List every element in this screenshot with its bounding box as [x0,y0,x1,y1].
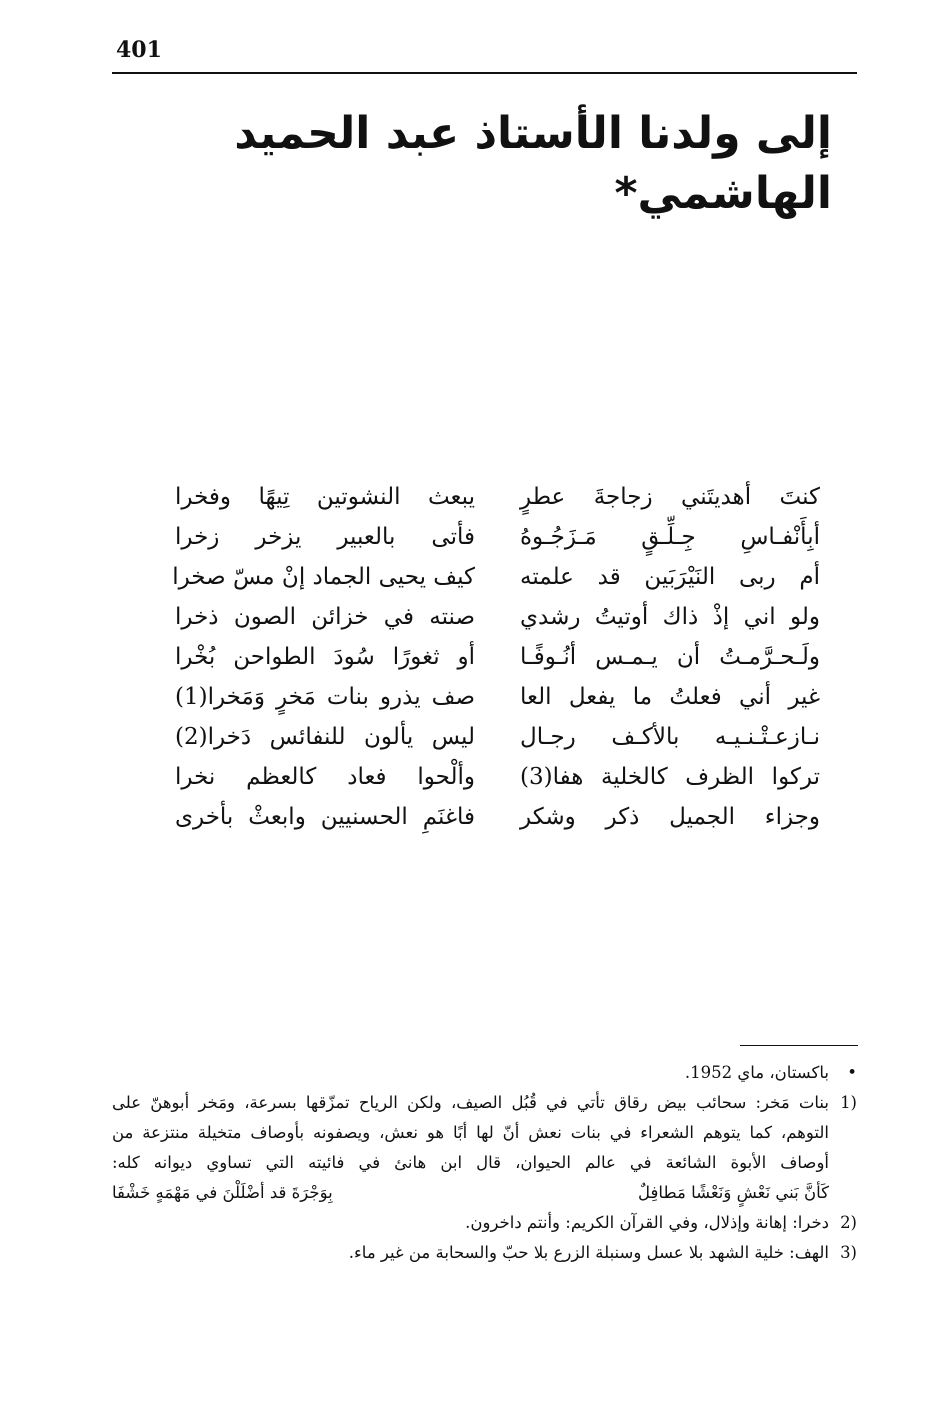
footnote-verse-first: كَأنَّ بَني نَعْشٍ وَنَعْشًا مَطافِلٌ [638,1183,829,1202]
poem-verse [150,518,820,556]
footnote-1 [112,1088,857,1208]
verse-first-hemistich: تركوا الظرف كالخلية هفا(3) [520,764,820,790]
poem-verse [150,678,820,716]
poem-verse [150,558,820,596]
verse-second-hemistich: أو ثغورًا سُودَ الطواحن بُخْرا [175,644,475,670]
verse-second-hemistich: وألْحوا فعاد كالعظم نخرا [175,764,475,790]
poem-verse [150,638,820,676]
verse-first-hemistich: أم ربى النَيْرَبَين قد علمته [520,564,820,590]
verse-first-hemistich: غير أني فعلتُ ما يفعل العا [520,684,820,710]
footnote-marker: • [847,1063,857,1082]
footnote-3 [112,1238,857,1268]
footnote-text-line: بنات مَخر: سحائب بيض رقاق تأتي في قُبُل الصيف، ولكن الرياح تمزّقها بسرعة، ومَخر أبوهنّ على [112,1093,829,1112]
footnote-star [112,1058,857,1088]
page-number: 401 [116,37,162,63]
verse-first-hemistich: وجزاء الجميل ذكر وشكر [520,804,820,830]
footnote-text-line: التوهم، كما يتوهم الشعراء في بنات نعش أنّ لها أبًا هو نعش، ويصفونه بأوصاف متخيلة منتزعة من [112,1123,829,1142]
footnote-text: باكستان، ماي 1952. [684,1063,829,1082]
footnote-2 [112,1208,857,1238]
footnotes [112,1058,857,1268]
verse-second-hemistich: كيف يحيى الجماد إنْ مسّ صخرا [172,564,475,590]
footnote-verse [112,1178,829,1208]
footnote-marker: 1) [840,1093,857,1112]
verse-first-hemistich: كنتَ أهديتَني زجاجةَ عطرٍ [520,484,820,510]
footnote-rule [740,1045,858,1046]
footnote-text-line: أوصاف الأبوة الشائعة في عالم الحيوان، قال ابن هانئ في فائيته التي تساوي ديوانه كله: [112,1153,829,1172]
verse-second-hemistich: صنته في خزائن الصون ذخرا [175,604,475,630]
footnote-text: الهف: خلية الشهد بلا عسل وسنبلة الزرع بلا حبّ والسحابة من غير ماء. [348,1243,829,1262]
footnote-marker: 2) [840,1213,857,1232]
verse-second-hemistich: فاغنَمِ الحسنيين وابعثْ بأخرى [175,804,475,830]
verse-first-hemistich: ولَـحـرَّمـتُ أن يـمـس أنُـوفًـا [520,644,820,670]
footnote-marker: 3) [840,1243,857,1262]
footnote-verse-second: بِوَجْرَةَ قد أضْلَلْنَ في مَهْمَهٍ خَشْفَا [112,1183,333,1202]
poem-verse [150,798,820,836]
verse-first-hemistich: نـازعـتْـنـيـه بالأكـف رجـال [520,724,820,750]
verse-second-hemistich: ليس يألون للنفائس دَخرا(2) [175,724,475,750]
poem-verse [150,478,820,516]
verse-first-hemistich: أبِأَنْفـاسِ جِـلِّـقٍ مَـزَجُـوهُ [520,524,820,550]
page-title: إلى ولدنا الأستاذ عبد الحميد الهاشمي* [234,108,832,219]
poem-verse [150,758,820,796]
poem [150,478,820,838]
poem-verse [150,598,820,636]
verse-first-hemistich: ولو اني إذْ ذاك أوتيتُ رشدي [520,604,820,630]
header-rule [112,72,857,74]
verse-second-hemistich: صف يذرو بنات مَخرٍ وَمَخرا(1) [175,684,475,710]
poem-verse [150,718,820,756]
footnote-text: دخرا: إهانة وإذلال، وفي القرآن الكريم: وأنتم داخرون. [465,1213,829,1232]
verse-second-hemistich: يبعث النشوتين تِيهًا وفخرا [175,484,475,510]
verse-second-hemistich: فأتى بالعبير يزخر زخرا [175,524,475,550]
